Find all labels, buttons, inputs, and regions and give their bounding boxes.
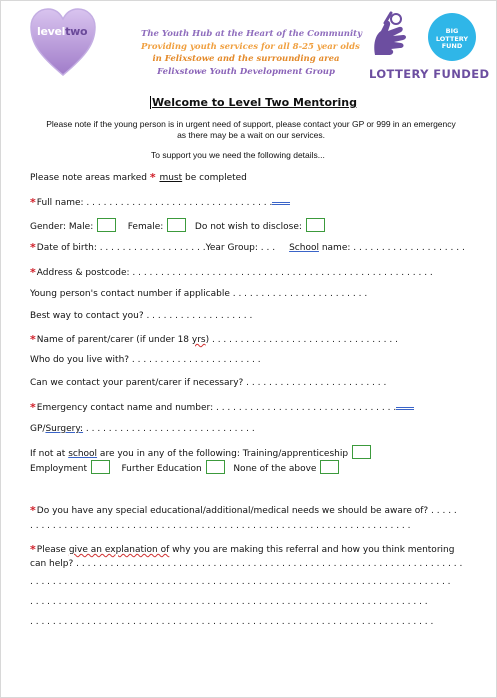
gender-male-checkbox[interactable]	[97, 218, 116, 232]
gender-field: Gender: Male: Female: Do not wish to disclose:	[30, 218, 325, 232]
big-lottery-fund-badge: BIG LOTTERY FUND	[428, 13, 476, 61]
employment-checkbox[interactable]	[91, 460, 110, 474]
form-title: Welcome to Level Two Mentoring	[152, 96, 357, 109]
education-status-options: Employment Further Education None of the above	[30, 460, 339, 474]
gender-female-checkbox[interactable]	[167, 218, 186, 232]
address-field[interactable]: *Address & postcode: . . . . . . . . . . . . . . . . . . . . . . . . . . . . . . . . . . . . . . . . . . . . . . . . . . . . .	[30, 266, 433, 279]
level-two-heart-logo	[29, 7, 97, 77]
referral-reason-line-2: can help? . . . . . . . . . . . . . . . . . . . . . . . . . . . . . . . . . . . . . . . . . . . . . . . . . . . . . . . . . . . . . . . . . . . .	[30, 559, 463, 569]
full-name-field[interactable]: *Full name: . . . . . . . . . . . . . . . . . . . . . . . . . . . . . . . . .	[30, 196, 290, 209]
special-needs-field[interactable]: *Do you have any special educational/additional/medical needs we should be aware of? . . . . .	[30, 504, 457, 517]
referral-dots-line-1: . . . . . . . . . . . . . . . . . . . . . . . . . . . . . . . . . . . . . . . . . . . . . . . . . . . . . . . . . . . . . . . . . . . . . . . . . .	[30, 577, 451, 587]
referral-dots-line-3: . . . . . . . . . . . . . . . . . . . . . . . . . . . . . . . . . . . . . . . . . . . . . . . . . . . . . . . . . . . . . . . . . . . . . . .	[30, 617, 434, 627]
tagline-line-4: Felixstowe Youth Development Group	[157, 66, 335, 77]
referral-dots-line-2: . . . . . . . . . . . . . . . . . . . . . . . . . . . . . . . . . . . . . . . . . . . . . . . . . . . . . . . . . . . . . . . . . . . . . .	[30, 597, 428, 607]
emergency-contact-field[interactable]: *Emergency contact name and number: . . . . . . . . . . . . . . . . . . . . . . . . . . . . . . . .	[30, 401, 414, 414]
parent-name-field[interactable]: *Name of parent/carer (if under 18 yrs) . . . . . . . . . . . . . . . . . . . . . . . . . . . . . . . . .	[30, 333, 398, 346]
required-note: Please note areas marked * must be completed	[30, 171, 247, 184]
best-way-field[interactable]: Best way to contact you? . . . . . . . . . . . . . . . . . . .	[30, 311, 253, 321]
referral-reason-field[interactable]: *Please give an explanation of why you are making this referral and how you think mentoring	[30, 543, 455, 556]
special-needs-dots: . . . . . . . . . . . . . . . . . . . . . . . . . . . . . . . . . . . . . . . . . . . . . . . . . . . . . . . . . . . . . . . . . . .	[30, 521, 411, 531]
lottery-funded-label: LOTTERY FUNDED	[369, 67, 490, 81]
header-tagline	[141, 28, 363, 78]
tagline-line-3: in Felixstowe and the surrounding area	[152, 54, 340, 64]
logo-wordmark: leveltwo	[37, 25, 88, 38]
urgent-note: Please note if the young person is in urgent need of support, please contact your GP or 999 in an emergency as there may be a wait on our services.	[46, 119, 456, 140]
contact-parent-field[interactable]: Can we contact your parent/carer if necessary? . . . . . . . . . . . . . . . . . . . . . . . . .	[30, 378, 387, 388]
further-education-checkbox[interactable]	[206, 460, 225, 474]
lottery-crossed-fingers-icon	[369, 9, 417, 61]
support-intro: To support you we need the following details...	[151, 150, 325, 160]
education-status-field: If not at school are you in any of the following: Training/apprenticeship	[30, 445, 371, 459]
gp-surgery-field[interactable]: GP/Surgery: . . . . . . . . . . . . . . . . . . . . . . . . . . . . . .	[30, 424, 255, 434]
training-checkbox[interactable]	[352, 445, 371, 459]
tagline-line-1: The Youth Hub at the Heart of the Community	[141, 29, 363, 39]
none-above-checkbox[interactable]	[320, 460, 339, 474]
tagline-line-2: Providing youth services for all 8-25 year olds	[141, 41, 360, 52]
dob-field[interactable]: *Date of birth: . . . . . . . . . . . . . . . . . . .Year Group: . . . School name: . . . . . . . . . . . . . . . . . . . .	[30, 241, 465, 254]
live-with-field[interactable]: Who do you live with? . . . . . . . . . . . . . . . . . . . . . . .	[30, 355, 261, 365]
gender-undisclosed-checkbox[interactable]	[306, 218, 325, 232]
contact-number-field[interactable]: Young person's contact number if applicable . . . . . . . . . . . . . . . . . . . . . . . .	[30, 289, 368, 299]
